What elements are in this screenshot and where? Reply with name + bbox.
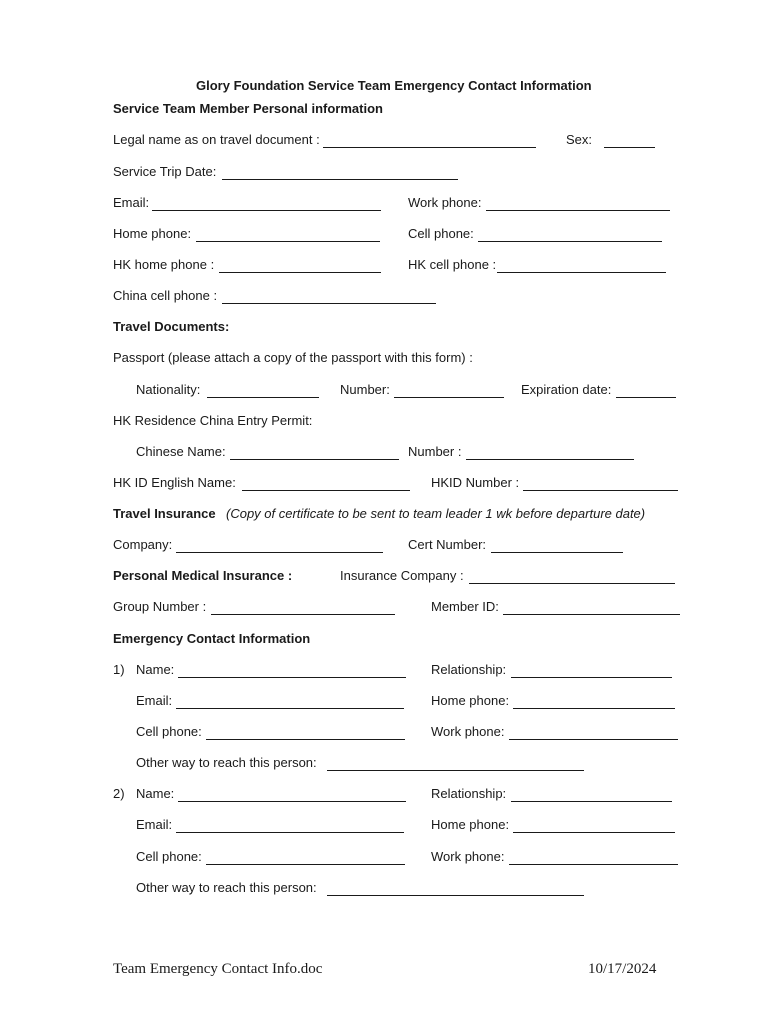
contact-1-cell-phone-field[interactable] xyxy=(206,739,405,740)
legal-name-field[interactable] xyxy=(323,147,536,148)
cell-phone-field[interactable] xyxy=(478,241,662,242)
section-heading-medical-insurance: Personal Medical Insurance : xyxy=(113,568,293,583)
hk-cell-phone-label: HK cell phone : xyxy=(408,257,497,272)
contact-1-name-label: Name: xyxy=(136,662,175,677)
cert-number-label: Cert Number: xyxy=(408,537,487,552)
passport-number-label: Number: xyxy=(340,382,390,397)
contact-1-index: 1) xyxy=(113,662,125,677)
hkid-number-field[interactable] xyxy=(523,490,678,491)
hk-home-phone-label: HK home phone : xyxy=(113,257,215,272)
member-id-field[interactable] xyxy=(503,614,680,615)
expiration-date-field[interactable] xyxy=(616,397,676,398)
contact-1-cell-phone-label: Cell phone: xyxy=(136,724,202,739)
contact-2-other-field[interactable] xyxy=(327,895,584,896)
permit-number-label: Number : xyxy=(408,444,462,459)
contact-2-relationship-label: Relationship: xyxy=(431,786,507,801)
medical-insurance-company-label: Insurance Company : xyxy=(340,568,464,583)
document-title: Glory Foundation Service Team Emergency Contact Information xyxy=(196,78,592,93)
hk-home-phone-field[interactable] xyxy=(219,272,381,273)
home-phone-field[interactable] xyxy=(196,241,380,242)
contact-2-cell-phone-field[interactable] xyxy=(206,864,405,865)
contact-2-email-field[interactable] xyxy=(176,832,404,833)
chinese-name-field[interactable] xyxy=(230,459,399,460)
home-phone-label: Home phone: xyxy=(113,226,192,241)
trip-date-label: Service Trip Date: xyxy=(113,164,217,179)
footer-date: 10/17/2024 xyxy=(588,961,657,977)
contact-1-name-field[interactable] xyxy=(178,677,406,678)
footer-filename: Team Emergency Contact Info.doc xyxy=(113,961,323,977)
contact-2-home-phone-label: Home phone: xyxy=(431,817,510,832)
passport-label: Passport (please attach a copy of the passport with this form) : xyxy=(113,350,473,365)
work-phone-field[interactable] xyxy=(486,210,670,211)
permit-number-field[interactable] xyxy=(466,459,634,460)
section-heading-personal: Service Team Member Personal information xyxy=(113,101,383,116)
sex-label: Sex: xyxy=(566,132,593,147)
contact-2-relationship-field[interactable] xyxy=(511,801,672,802)
cell-phone-label: Cell phone: xyxy=(408,226,474,241)
medical-insurance-company-field[interactable] xyxy=(469,583,675,584)
travel-insurance-note: (Copy of certificate to be sent to team leader 1 wk before departure date) xyxy=(226,506,646,521)
contact-1-relationship-label: Relationship: xyxy=(431,662,507,677)
expiration-date-label: Expiration date: xyxy=(521,382,612,397)
nationality-field[interactable] xyxy=(207,397,319,398)
contact-1-email-field[interactable] xyxy=(176,708,404,709)
hk-cell-phone-field[interactable] xyxy=(497,272,666,273)
section-heading-travel-documents: Travel Documents: xyxy=(113,319,230,334)
hkid-english-name-label: HK ID English Name: xyxy=(113,475,236,490)
china-cell-phone-label: China cell phone : xyxy=(113,288,218,303)
contact-1-relationship-field[interactable] xyxy=(511,677,672,678)
china-cell-phone-field[interactable] xyxy=(222,303,436,304)
cert-number-field[interactable] xyxy=(491,552,623,553)
chinese-name-label: Chinese Name: xyxy=(136,444,226,459)
email-field[interactable] xyxy=(152,210,381,211)
contact-2-home-phone-field[interactable] xyxy=(513,832,675,833)
section-heading-emergency-contact: Emergency Contact Information xyxy=(113,631,311,646)
group-number-label: Group Number : xyxy=(113,599,207,614)
contact-1-other-label: Other way to reach this person: xyxy=(136,755,317,770)
passport-number-field[interactable] xyxy=(394,397,504,398)
contact-2-cell-phone-label: Cell phone: xyxy=(136,849,202,864)
contact-2-index: 2) xyxy=(113,786,125,801)
contact-1-work-phone-field[interactable] xyxy=(509,739,678,740)
contact-2-name-field[interactable] xyxy=(178,801,406,802)
insurance-company-field[interactable] xyxy=(176,552,383,553)
work-phone-label: Work phone: xyxy=(408,195,482,210)
contact-1-work-phone-label: Work phone: xyxy=(431,724,505,739)
sex-field[interactable] xyxy=(604,147,655,148)
hk-permit-label: HK Residence China Entry Permit: xyxy=(113,413,313,428)
contact-2-work-phone-label: Work phone: xyxy=(431,849,505,864)
section-heading-travel-insurance: Travel Insurance xyxy=(113,506,216,521)
contact-2-work-phone-field[interactable] xyxy=(509,864,678,865)
insurance-company-label: Company: xyxy=(113,537,173,552)
contact-1-email-label: Email: xyxy=(136,693,173,708)
nationality-label: Nationality: xyxy=(136,382,201,397)
trip-date-field[interactable] xyxy=(222,179,458,180)
contact-2-other-label: Other way to reach this person: xyxy=(136,880,317,895)
contact-1-home-phone-field[interactable] xyxy=(513,708,675,709)
contact-2-email-label: Email: xyxy=(136,817,173,832)
legal-name-label: Legal name as on travel document : xyxy=(113,132,320,147)
member-id-label: Member ID: xyxy=(431,599,499,614)
hkid-number-label: HKID Number : xyxy=(431,475,520,490)
email-label: Email: xyxy=(113,195,150,210)
contact-1-home-phone-label: Home phone: xyxy=(431,693,510,708)
contact-1-other-field[interactable] xyxy=(327,770,584,771)
contact-2-name-label: Name: xyxy=(136,786,175,801)
hkid-english-name-field[interactable] xyxy=(242,490,410,491)
group-number-field[interactable] xyxy=(211,614,395,615)
